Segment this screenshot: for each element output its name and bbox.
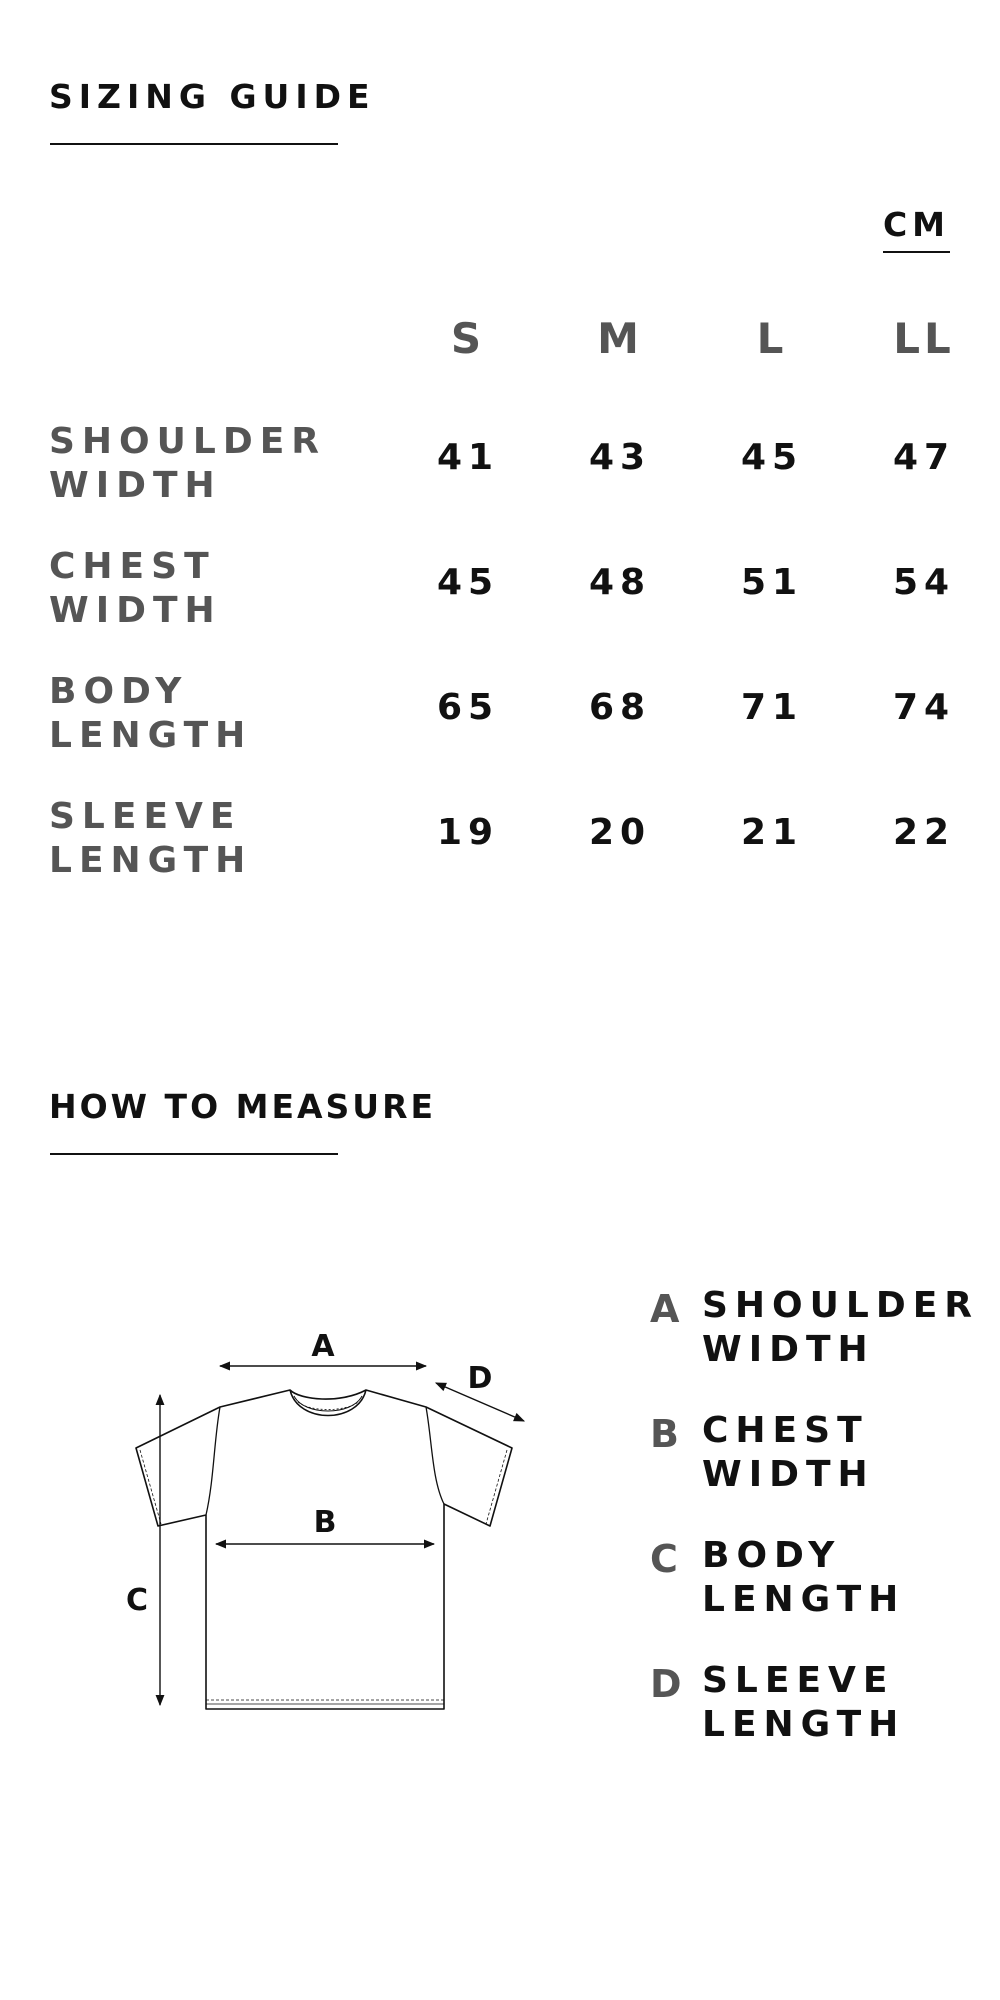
legend-label-shoulder-width [702,1284,979,1372]
tshirt-diagram [120,1300,560,1740]
diagram-label-d: D [467,1361,493,1396]
size-header-ll: LL [893,314,955,363]
row-label-sleeve-length [49,795,252,883]
row-label-line: WIDTH [49,590,222,631]
cell-body-l: 71 [740,687,804,728]
diagram-label-a: A [311,1329,335,1364]
legend-label-sleeve-length [702,1659,905,1747]
tshirt-outline [136,1390,512,1709]
cell-body-m: 68 [588,687,652,728]
how-to-measure-rule [50,1153,338,1155]
sizing-guide-title: SIZING GUIDE [49,77,376,116]
size-header-s: S [450,314,486,363]
legend-label-line: BODY [702,1535,842,1576]
cell-shoulder-ll: 47 [892,437,956,478]
unit-label: CM [883,208,950,253]
legend-label-line: LENGTH [702,1704,906,1745]
how-to-measure-title: HOW TO MEASURE [49,1087,437,1126]
diagram-label-b: B [313,1505,337,1540]
row-label-line: LENGTH [49,715,253,756]
cell-chest-s: 45 [436,562,500,603]
row-label-body-length [49,670,252,758]
row-label-line: BODY [49,671,189,712]
legend-label-line: WIDTH [702,1329,875,1370]
cell-chest-m: 48 [588,562,652,603]
cell-shoulder-s: 41 [436,437,500,478]
cell-chest-ll: 54 [892,562,956,603]
legend-label-line: SLEEVE [702,1660,895,1701]
row-label-line: SLEEVE [49,796,242,837]
legend-label-line: WIDTH [702,1454,875,1495]
row-label-line: CHEST [49,546,216,587]
cell-chest-l: 51 [740,562,804,603]
row-label-chest-width [49,545,222,633]
cell-sleeve-l: 21 [740,812,804,853]
row-label-line: LENGTH [49,840,253,881]
size-header-l: L [756,314,788,363]
legend-label-body-length [702,1534,905,1622]
cell-shoulder-l: 45 [740,437,804,478]
legend-label-line: LENGTH [702,1579,906,1620]
legend-label-chest-width [702,1409,875,1497]
row-label-line: WIDTH [49,465,222,506]
cell-sleeve-s: 19 [436,812,500,853]
legend-letter-c: C [650,1537,678,1581]
legend-label-line: CHEST [702,1410,869,1451]
sizing-guide-rule [50,143,338,145]
cell-body-ll: 74 [892,687,956,728]
size-header-m: M [597,314,643,363]
cell-shoulder-m: 43 [588,437,652,478]
legend-letter-a: A [650,1287,680,1331]
legend-letter-b: B [650,1412,679,1456]
cell-sleeve-ll: 22 [892,812,956,853]
cell-body-s: 65 [436,687,500,728]
row-label-line: SHOULDER [49,421,327,462]
row-label-shoulder-width [49,420,326,508]
cell-sleeve-m: 20 [588,812,652,853]
legend-letter-d: D [650,1662,682,1706]
diagram-label-c: C [125,1583,148,1618]
legend-label-line: SHOULDER [702,1285,980,1326]
